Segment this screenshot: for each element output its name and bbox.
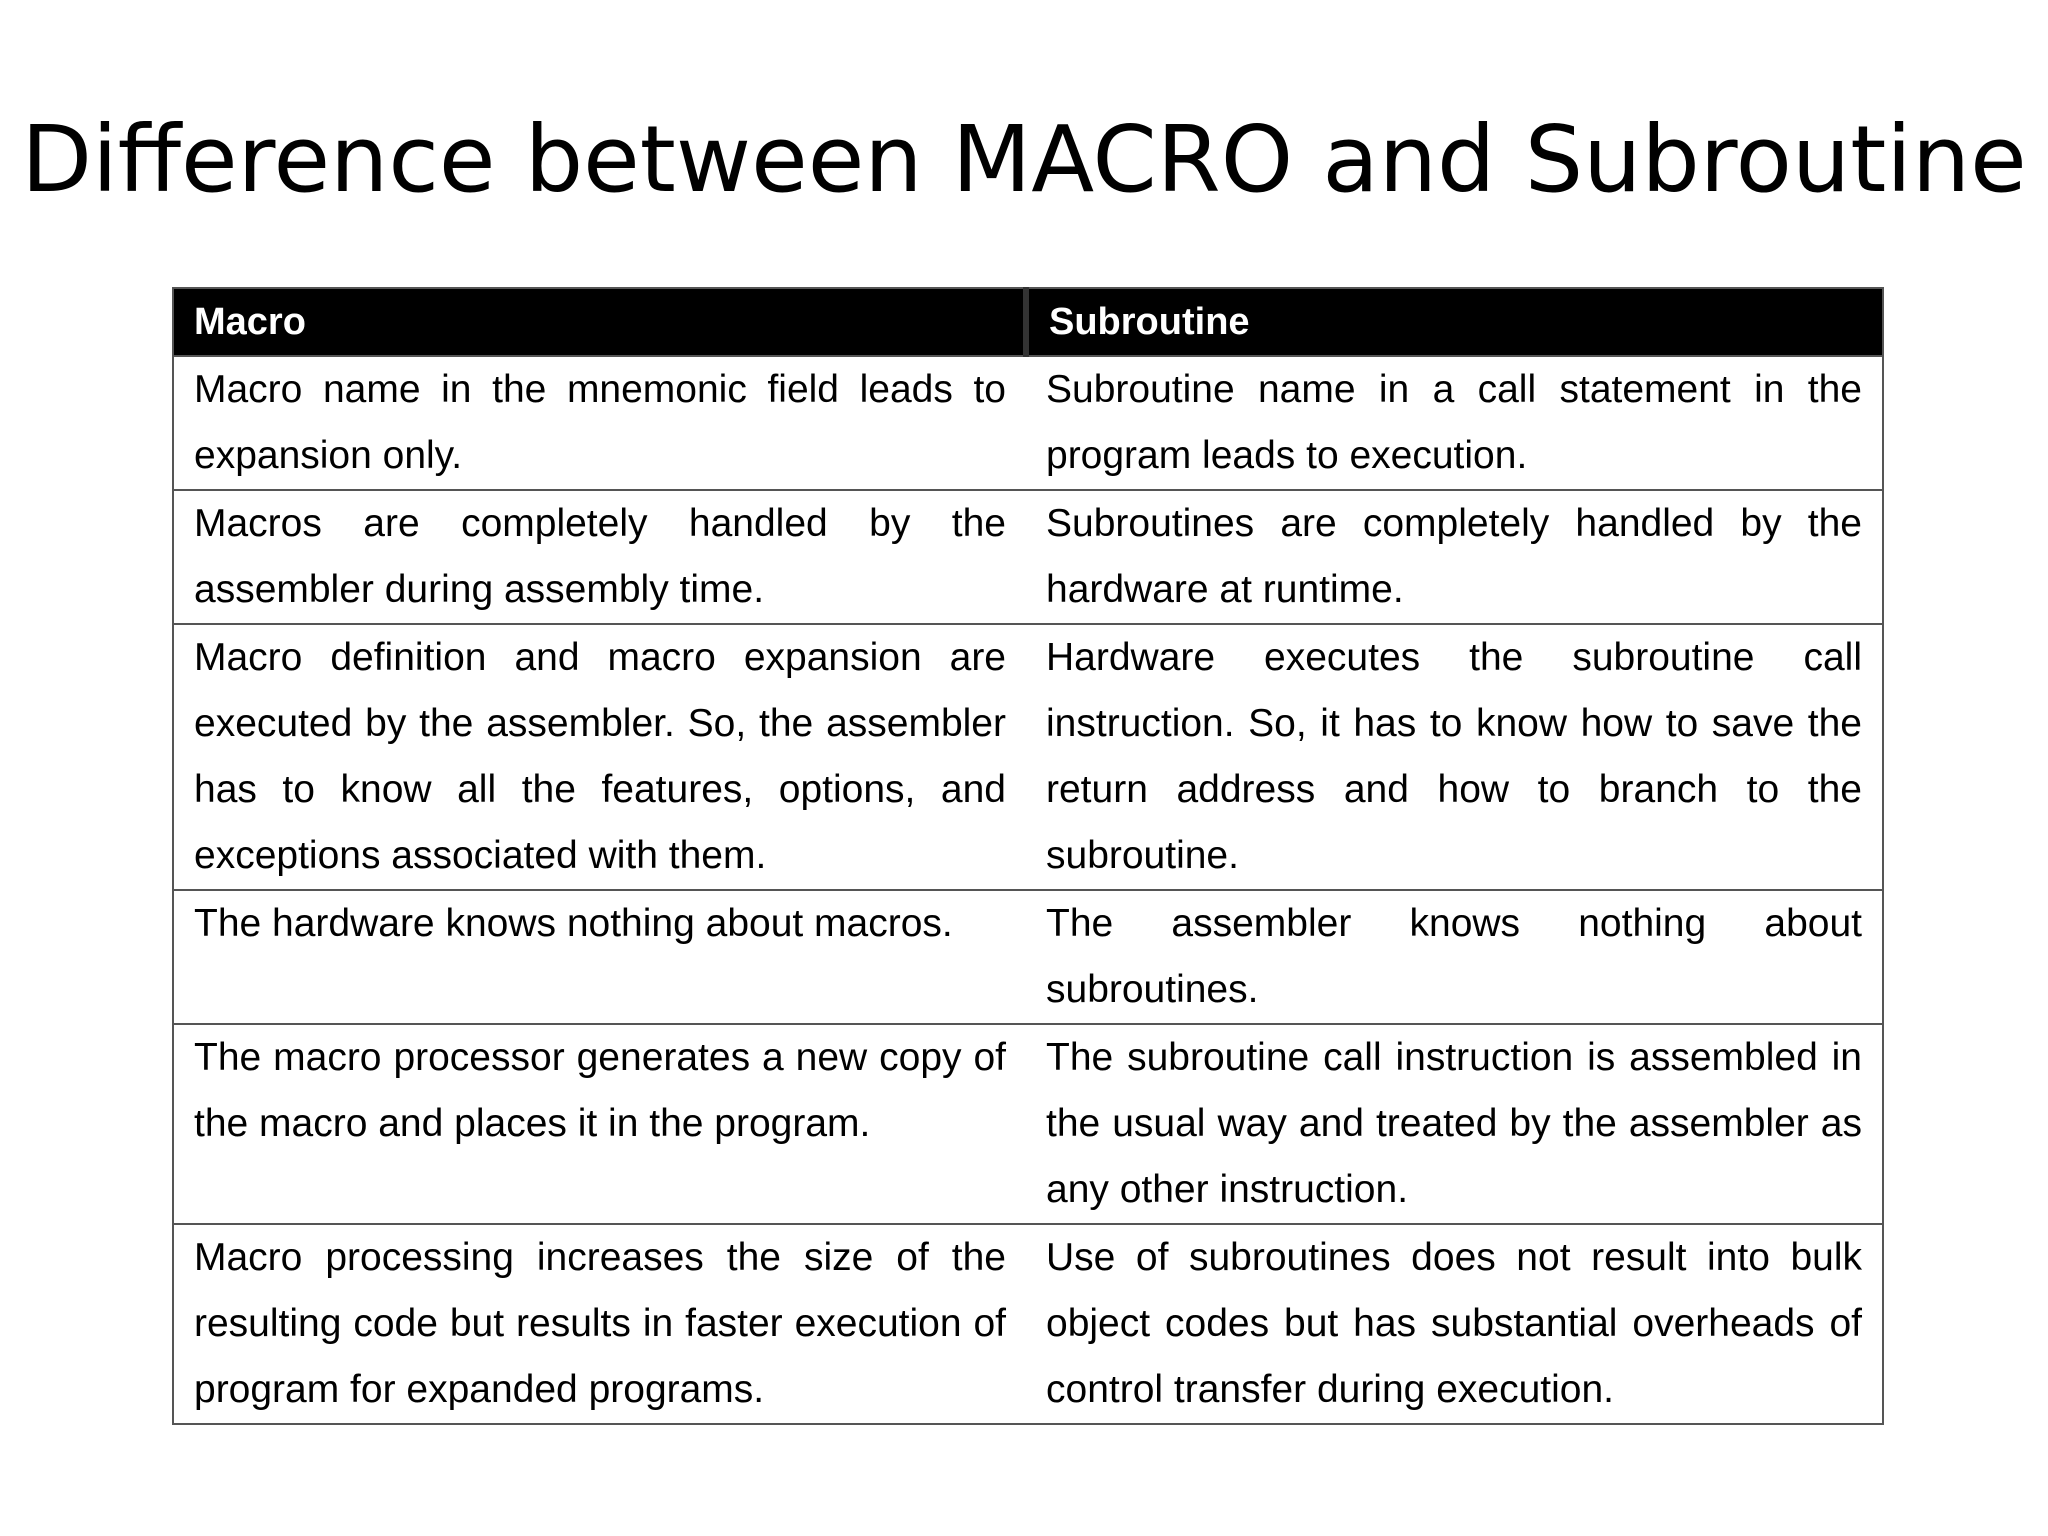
table-row: [173, 490, 1883, 624]
macro-cell: The hardware knows nothing about macros.: [173, 890, 1026, 1024]
macro-cell: Macro definition and macro expansion are executed by the assembler. So, the assembler has to know all the features, options, and exceptions associated with them.: [173, 624, 1026, 890]
macro-cell: Macro name in the mnemonic field leads to expansion only.: [173, 356, 1026, 490]
subroutine-cell: Use of subroutines does not result into bulk object codes but has substantial overheads of control transfer during execution.: [1026, 1224, 1883, 1424]
subroutine-cell: The assembler knows nothing about subroutines.: [1026, 890, 1883, 1024]
table-header-row: [173, 288, 1883, 356]
table-row: [173, 356, 1883, 490]
header-subroutine: Subroutine: [1026, 288, 1883, 356]
macro-cell: The macro processor generates a new copy of the macro and places it in the program.: [173, 1024, 1026, 1224]
table-row: [173, 624, 1883, 890]
subroutine-cell: The subroutine call instruction is assembled in the usual way and treated by the assembler as any other instruction.: [1026, 1024, 1883, 1224]
table-row: [173, 890, 1883, 1024]
subroutine-cell: Subroutine name in a call statement in the program leads to execution.: [1026, 356, 1883, 490]
header-macro: Macro: [173, 288, 1026, 356]
table-row: [173, 1024, 1883, 1224]
macro-cell: Macro processing increases the size of the resulting code but results in faster execution of program for expanded programs.: [173, 1224, 1026, 1424]
comparison-table-container: [172, 287, 1882, 1425]
macro-cell: Macros are completely handled by the assembler during assembly time.: [173, 490, 1026, 624]
comparison-table: [172, 287, 1884, 1425]
subroutine-cell: Subroutines are completely handled by the hardware at runtime.: [1026, 490, 1883, 624]
subroutine-cell: Hardware executes the subroutine call instruction. So, it has to know how to save the return address and how to branch to the subroutine.: [1026, 624, 1883, 890]
table-row: [173, 1224, 1883, 1424]
slide-title: Difference between MACRO and Subroutine: [21, 106, 2027, 213]
